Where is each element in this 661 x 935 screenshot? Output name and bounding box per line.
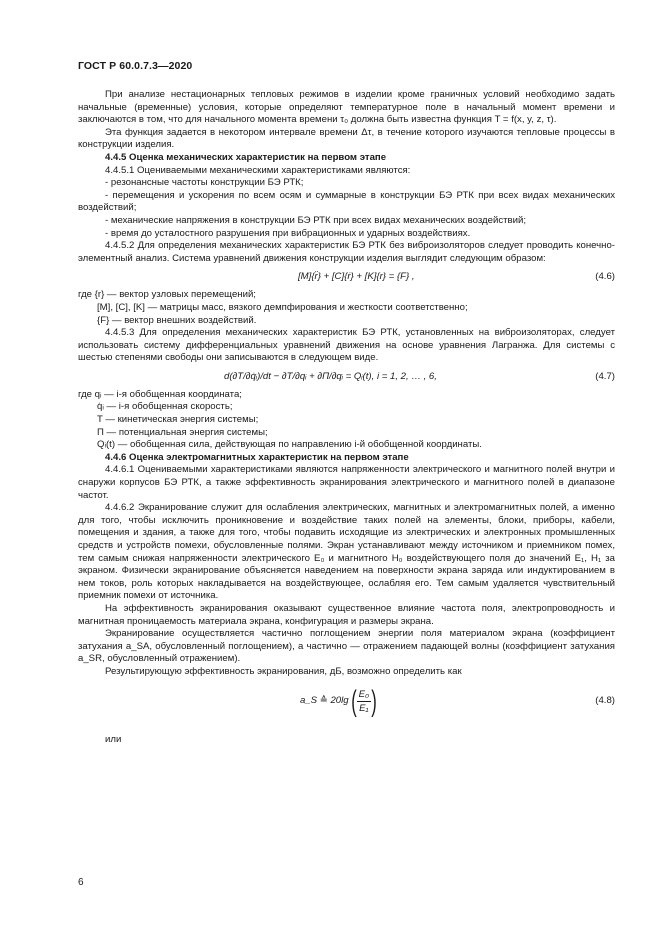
equation-4-8-formula <box>300 682 379 722</box>
list-item: - резонансные частоты конструкции БЭ РТК; <box>105 177 304 189</box>
equation-4-8 <box>78 682 615 726</box>
definition-line: q̇ᵢ — i-я обобщенная скорость; <box>97 401 233 413</box>
definition-line: где {r} — вектор узловых перемещений; <box>78 289 256 301</box>
left-paren: ( <box>350 684 357 718</box>
paragraph-or: или <box>105 733 122 745</box>
fraction-denominator: E₁ <box>359 702 369 714</box>
equation-number: (4.6) <box>595 271 615 283</box>
equation-4-7-formula: d(∂T/∂q̇ᵢ)/dt − ∂T/∂qᵢ + ∂П/∂qᵢ = Qᵢ(t), i = 1, 2, … , 6, <box>224 370 437 382</box>
definition-line: Qᵢ(t) — обобщенная сила, действующая по направлению i-й обобщенной координаты. <box>97 439 482 451</box>
paragraph-shielding-efficiency: На эффективность экранирования оказывают существенное влияние частота поля, электропроводность и магнитная проницаемость материала экрана, конфигурация и размеры экрана. <box>78 602 615 627</box>
equation-4-8-lhs: a_S ≙ 20lg <box>300 695 349 707</box>
definition-line: где qᵢ — i-я обобщенная координата; <box>78 388 242 400</box>
list-item: - механические напряжения в конструкции БЭ РТК при всех видах механических воздействий; <box>105 214 526 226</box>
paragraph-4-4-5-1: 4.4.5.1 Оцениваемыми механическими характеристиками являются: <box>105 164 411 176</box>
equation-4-6-formula: [M]{r̈} + [C]{ṙ} + [K]{r} = {F} , <box>298 271 415 283</box>
document-header: ГОСТ Р 60.0.7.3—2020 <box>78 60 193 72</box>
fraction <box>357 689 371 715</box>
paragraph-4-4-6-2: 4.4.6.2 Экранирование служит для ослабления электрических, магнитных и электромагнитных полей, а именно для того, чтобы исключить проникновение и воздействие таких полей на элементы, блоки, приборы, кабели, помещения и здания, а также для того, чтобы подавить исходящие из электрических и электронных промышленных средств и устройств помехи, обусловленные полями. Экран устанавливают между источником и приемником помех, тем самым снижая напряженности электрического E₀ и магнитного H₀ воздействующего поля до значений E₁, H₁ за экраном. Физически экранирование объясняется наведением на поверхности экрана заряда или индуктированием в нем токов, роль которых накладывается на воздействующее, ослабляя его. Тем самым удаляется чувствительный приемник помехи от источника. <box>78 502 615 602</box>
section-heading-4-4-6: 4.4.6 Оценка электромагнитных характеристик на первом этапе <box>105 451 409 463</box>
equation-number: (4.7) <box>595 370 615 382</box>
list-item: - время до усталостного разрушения при вибрационных и ударных воздействиях. <box>105 227 471 239</box>
definition-line: [M], [C], [K] — матрицы масс, вязкого демпфирования и жесткости соответственно; <box>97 301 468 313</box>
paragraph-4-4-6-1: 4.4.6.1 Оцениваемыми характеристиками являются напряженности электрического и магнитного полей внутри и снаружи корпусов БЭ РТК, а также эффективность экранирования электрического и магнитного полей в диапазоне частот. <box>78 464 615 501</box>
paragraph-time-interval: Эта функция задается в некотором интервале времени Δτ, в течение которого изучаются тепловые процессы в конструкции изделия. <box>78 126 615 151</box>
definition-line: {F} — вектор внешних воздействий. <box>97 314 257 326</box>
paragraph-4-4-5-2: 4.4.5.2 Для определения механических характеристик БЭ РТК без виброизоляторов следует проводить конечно-элементный анализ. Система уравнений движения конструкции изделия выглядит следующим образом: <box>78 240 615 264</box>
section-heading-4-4-5: 4.4.5 Оценка механических характеристик на первом этапе <box>105 151 387 163</box>
paragraph-resulting-efficiency: Результирующую эффективность экранирования, дБ, возможно определить как <box>105 665 462 677</box>
paragraph-initial-conditions: При анализе нестационарных тепловых режимов в изделии кроме граничных условий необходимо задать начальные (временные) условия, которые определяют температурное поле в начальный момент времени и заключаются в том, что для начального момента времени τ₀ должна быть известна функция T = f(x, y, z, τ). <box>78 89 615 126</box>
definition-line: П — потенциальная энергия системы; <box>97 426 268 438</box>
paragraph-4-4-5-3: 4.4.5.3 Для определения механических характеристик БЭ РТК, установленных на виброизоляторах, следует использовать систему дифференциальных уравнений движения на основе уравнения Лагранжа. Для системы с шестью степенями свободы они записываются в следующем виде. <box>78 327 615 364</box>
list-item: - перемещения и ускорения по всем осям и суммарные в конструкции БЭ РТК при всех видах механических воздействий; <box>78 189 615 214</box>
page-number: 6 <box>78 877 84 888</box>
equation-number: (4.8) <box>595 694 615 706</box>
fraction-numerator: E₀ <box>358 688 370 700</box>
definition-line: T — кинетическая энергия системы; <box>97 414 259 426</box>
paragraph-absorption-reflection: Экранирование осуществляется частично поглощением энергии поля материалом экрана (коэффициент затухания a_SA, обусловленный поглощением), а частично — отражением падающей волны (коэффициент затухания a_SR, обусловленный отражением). <box>78 628 615 665</box>
document-body <box>78 89 615 746</box>
equation-4-7 <box>78 368 615 387</box>
equation-4-6 <box>78 268 615 287</box>
right-paren: ) <box>371 684 377 718</box>
